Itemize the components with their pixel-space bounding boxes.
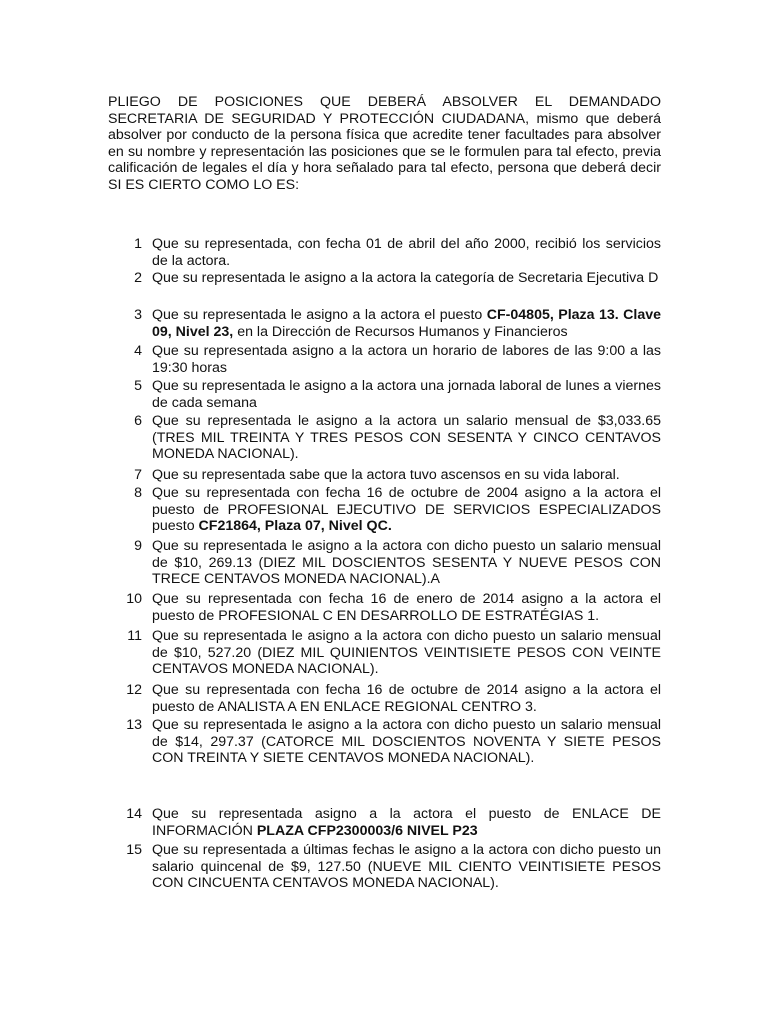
item-text: [152, 307, 661, 340]
item-text: [152, 806, 661, 839]
list-item-10: [120, 591, 661, 624]
item-number: 6: [134, 413, 142, 429]
item-number: 8: [134, 485, 142, 501]
item-text: Que su representada le asigno a la actora la categoría de Secretaria Ejecutiva D: [152, 270, 659, 286]
list-item-8: [120, 485, 661, 535]
item-text: Que su representada le asigno a la actora con dicho puesto un salario mensual de $10, 269.13 (DIEZ MIL DOSCIENTOS SESENTA Y NUEVE PESOS CON TRECE CENTAVOS MONEDA NACIONAL).A: [152, 538, 661, 588]
item-text: [152, 485, 661, 535]
list-item-4: [120, 343, 661, 376]
item-number: 12: [126, 682, 142, 698]
item-number: 2: [134, 270, 142, 286]
list-item-12: [120, 682, 661, 715]
item-text-pre: Que su representada le asigno a la actora el puesto: [152, 307, 487, 323]
item-text: Que su representada le asigno a la actora un salario mensual de $3,033.65 (TRES MIL TREINTA Y TRES PESOS CON SESENTA Y CINCO CENTAVOS MONEDA NACIONAL).: [152, 413, 661, 463]
list-item-13: [120, 717, 661, 767]
list-item-3: [120, 307, 661, 340]
item-number: 15: [126, 842, 142, 858]
item-text: Que su representada le asigno a la actora con dicho puesto un salario mensual de $10, 527.20 (DIEZ MIL QUINIENTOS VEINTISIETE PESOS CON VEINTE CENTAVOS MONEDA NACIONAL).: [152, 628, 661, 678]
list-item-7: [120, 467, 661, 484]
list-item-11: [120, 628, 661, 678]
list-item-14: [120, 806, 661, 839]
item-number: 5: [134, 378, 142, 394]
list-item-15: [120, 842, 661, 892]
item-number: 4: [134, 343, 142, 359]
list-item-2: [120, 270, 661, 287]
item-text: Que su representada le asigno a la actora con dicho puesto un salario mensual de $14, 297.37 (CATORCE MIL DOSCIENTOS NOVENTA Y SIETE PESOS CON TREINTA Y SIETE CENTAVOS MONEDA NACIONAL).: [152, 717, 661, 767]
item-text: Que su representada, con fecha 01 de abril del año 2000, recibió los servicios de la actora.: [152, 236, 661, 269]
item-number: 9: [134, 538, 142, 554]
item-number: 7: [134, 467, 142, 483]
list-item-9: [120, 538, 661, 588]
item-text-pre: Que su representada asigno a la actora el puesto de ENLACE DE INFORMACIÓN: [152, 806, 661, 839]
list-item-5: [120, 378, 661, 411]
item-text-pre: Que su representada con fecha 16 de octubre de 2004 asigno a la actora el puesto de PROFESIONAL EJECUTIVO DE SERVICIOS ESPECIALIZADOS puesto: [152, 485, 661, 535]
item-number: 10: [126, 591, 142, 607]
list-item-1: [120, 236, 661, 269]
item-number: 3: [134, 307, 142, 323]
item-text: Que su representada le asigno a la actora una jornada laboral de lunes a viernes de cada semana: [152, 378, 661, 411]
item-number: 11: [127, 628, 142, 644]
item-text: Que su representada sabe que la actora tuvo ascensos en su vida laboral.: [152, 467, 620, 483]
intro-paragraph: PLIEGO DE POSICIONES QUE DEBERÁ ABSOLVER EL DEMANDADO SECRETARIA DE SEGURIDAD Y PROTECCIÓN CIUDADANA, mismo que deberá absolver por conducto de la persona física que acredite tener facultades para absolver en su nombre y representación las posiciones que se le formulen para tal efecto, previa calificación de legales el día y hora señalado para tal efecto, persona que deberá decir SI ES CIERTO COMO LO ES:: [108, 94, 661, 193]
item-text-post: en la Dirección de Recursos Humanos y Financieros: [233, 323, 568, 340]
item-code-bold: CF21864, Plaza 07, Nivel QC.: [198, 518, 392, 535]
item-number: 1: [134, 236, 142, 252]
item-number: 13: [126, 717, 142, 733]
item-code-bold: PLAZA CFP2300003/6 NIVEL P23: [256, 822, 478, 839]
item-text: Que su representada con fecha 16 de enero de 2014 asigno a la actora el puesto de PROFESIONAL C EN DESARROLLO DE ESTRATÉGIAS 1.: [152, 591, 661, 624]
item-number: 14: [126, 806, 142, 822]
list-item-6: [120, 413, 661, 463]
item-text: Que su representada a últimas fechas le asigno a la actora con dicho puesto un salario quincenal de $9, 127.50 (NUEVE MIL CIENTO VEINTISIETE PESOS CON CINCUENTA CENTAVOS MONEDA NACIONAL).: [152, 842, 661, 892]
item-code-bold: CF-04805, Plaza 13. Clave 09, Nivel 23,: [152, 307, 662, 340]
item-text: Que su representada asigno a la actora un horario de labores de las 9:00 a las 19:30 horas: [152, 343, 661, 376]
item-text: Que su representada con fecha 16 de octubre de 2014 asigno a la actora el puesto de ANALISTA A EN ENLACE REGIONAL CENTRO 3.: [152, 682, 661, 715]
